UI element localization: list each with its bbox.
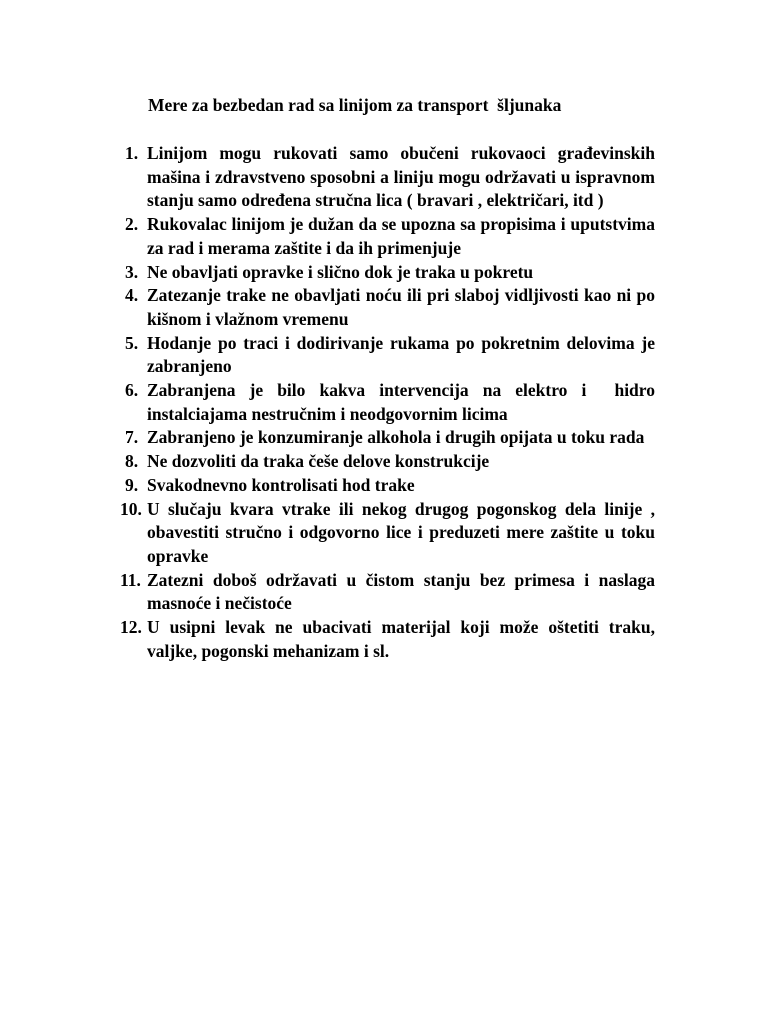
list-item (120, 213, 660, 260)
item-number: 1. (125, 143, 139, 163)
item-number: 6. (125, 380, 139, 401)
safety-rules-list (120, 142, 664, 663)
item-text: Hodanje po traci i dodirivanje rukama po pokretnim delovima je zabranjeno (147, 332, 660, 377)
item-text: Ne dozvoliti da traka češe delove konstrukcije (147, 451, 490, 472)
list-item (120, 379, 660, 426)
list-item (120, 474, 655, 498)
document-title: Mere za bezbedan rad sa linijom za transport šljunaka (148, 95, 562, 115)
list-item (120, 261, 655, 285)
list-item (120, 284, 660, 331)
item-number: 4. (125, 285, 139, 306)
item-text: Linijom mogu rukovati samo obučeni rukovaoci građevinskih mašina i zdravstveno sposobni a liniju mogu održavati u ispravnom stanju samo određena stručna lica ( bravari , električari, itd ) (147, 143, 660, 211)
item-text: Svakodnevno kontrolisati hod trake (147, 474, 415, 495)
item-number: 8. (125, 451, 139, 472)
list-item (120, 569, 660, 616)
item-text: U usipni levak ne ubacivati materijal koji može oštetiti traku, valjke, pogonski mehanizam i sl. (147, 617, 664, 661)
item-number: 3. (125, 261, 139, 282)
list-item (120, 616, 664, 663)
item-number: 12. (120, 617, 142, 638)
item-text: Zabranjena je bilo kakva intervencija na elektro i hidro instalciajama nestručnim i neodgovornim licima (147, 380, 660, 424)
item-number: 9. (125, 474, 139, 495)
list-item (120, 450, 655, 474)
item-number: 11. (120, 569, 141, 590)
list-item (120, 498, 664, 569)
list-item (120, 332, 660, 379)
item-number: 7. (125, 427, 139, 448)
item-text: Rukovalac linijom je dužan da se upozna sa propisima i uputstvima za rad i merama zaštite i da ih primenjuje (147, 214, 660, 258)
item-number: 5. (125, 332, 139, 353)
item-text: Zabranjeno je konzumiranje alkohola i drugih opijata u toku rada (147, 427, 645, 448)
item-number: 2. (125, 214, 139, 235)
item-text: Zatezanje trake ne obavljati noću ili pri slaboj vidljivosti kao ni po kišnom i vlažnom vremenu (147, 285, 660, 329)
item-number: 10. (120, 498, 142, 519)
item-text: Ne obavljati opravke i slično dok je traka u pokretu (147, 261, 534, 282)
list-item (120, 426, 655, 450)
list-item (120, 142, 660, 213)
item-text: Zatezni doboš održavati u čistom stanju bez primesa i naslaga masnoće i nečistoće (147, 569, 660, 614)
item-text: U slučaju kvara vtrake ili nekog drugog pogonskog dela linije , obavestiti stručno i odgovorno lice i preduzeti mere zaštite u toku opravke (147, 498, 664, 566)
